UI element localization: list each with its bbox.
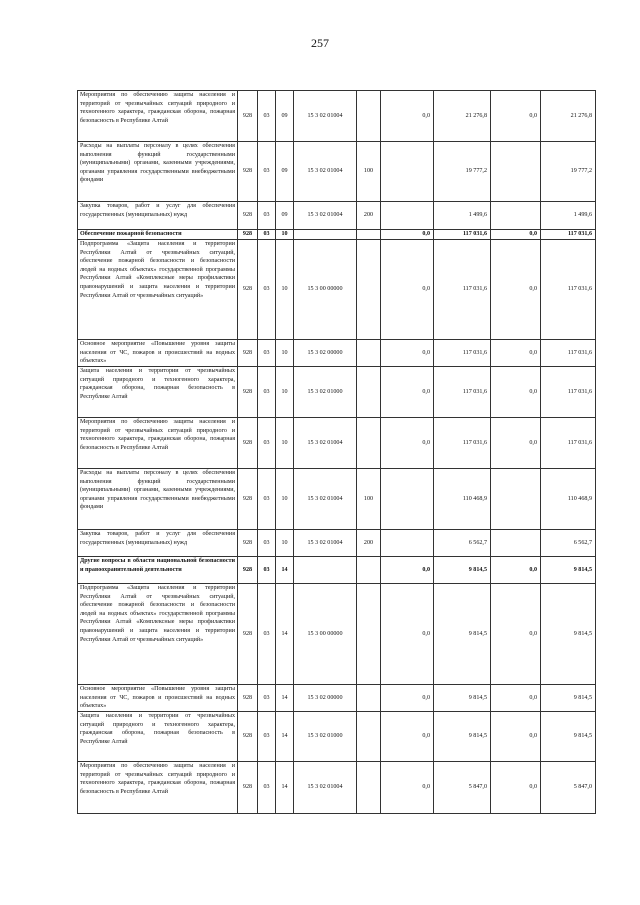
section-code: 03 <box>258 469 276 530</box>
ministry-code: 928 <box>238 685 258 712</box>
expense-type <box>357 230 381 240</box>
row-name: Защита населения и территории от чрезвычайных ситуаций природного и техногенного характера, гражданская оборона, пожарная безопасность в Республике Алтай <box>78 712 238 762</box>
expense-type <box>357 418 381 469</box>
ministry-code: 928 <box>238 230 258 240</box>
value-2: 6 562,7 <box>434 530 491 557</box>
value-1: 0,0 <box>381 584 434 685</box>
expense-type <box>357 712 381 762</box>
target-code: 15 3 02 01004 <box>294 142 357 202</box>
subsection-code: 14 <box>276 712 294 762</box>
expense-type: 100 <box>357 469 381 530</box>
value-4: 117 031,6 <box>541 230 596 240</box>
ministry-code: 928 <box>238 202 258 230</box>
value-3: 0,0 <box>491 91 541 142</box>
value-4: 21 276,8 <box>541 91 596 142</box>
value-2: 117 031,6 <box>434 367 491 418</box>
value-3: 0,0 <box>491 557 541 584</box>
value-2: 110 468,9 <box>434 469 491 530</box>
expense-type: 200 <box>357 530 381 557</box>
section-code: 03 <box>258 91 276 142</box>
row-name: Мероприятия по обеспечению защиты населения и территорий от чрезвычайных ситуаций природного и техногенного характера, гражданская оборона, пожарная безопасность в Республике Алтай <box>78 762 238 814</box>
value-2: 5 847,0 <box>434 762 491 814</box>
value-2: 9 814,5 <box>434 584 491 685</box>
expense-type <box>357 685 381 712</box>
ministry-code: 928 <box>238 469 258 530</box>
ministry-code: 928 <box>238 712 258 762</box>
ministry-code: 928 <box>238 240 258 340</box>
expense-type <box>357 762 381 814</box>
table-row <box>78 202 596 230</box>
expense-type <box>357 367 381 418</box>
value-2: 117 031,6 <box>434 418 491 469</box>
ministry-code: 928 <box>238 762 258 814</box>
value-2: 117 031,6 <box>434 240 491 340</box>
table-row <box>78 91 596 142</box>
subsection-code: 10 <box>276 418 294 469</box>
value-4: 1 499,6 <box>541 202 596 230</box>
page-number: 257 <box>311 36 329 50</box>
subsection-code: 10 <box>276 340 294 367</box>
subsection-code: 14 <box>276 762 294 814</box>
value-3 <box>491 142 541 202</box>
row-name: Основное мероприятие «Повышение уровня защиты населения от ЧС, пожаров и происшествий на водных объектах» <box>78 685 238 712</box>
expense-type <box>357 584 381 685</box>
expense-type: 100 <box>357 142 381 202</box>
value-1 <box>381 142 434 202</box>
expense-type <box>357 240 381 340</box>
value-4: 19 777,2 <box>541 142 596 202</box>
table-row <box>78 230 596 240</box>
section-code: 03 <box>258 367 276 418</box>
row-name: Обеспечение пожарной безопасности <box>78 230 238 240</box>
target-code: 15 3 02 00000 <box>294 340 357 367</box>
value-2: 19 777,2 <box>434 142 491 202</box>
row-name: Подпрограмма «Защита населения и территории Республики Алтай от чрезвычайных ситуаций, обеспечение пожарной безопасности и безопасности людей на водных объектах» государственной программы Республики Алтай «Комплексные меры профилактики правонарушений и защита населения и территории Республики Алтай от чрезвычайных ситуаций» <box>78 240 238 340</box>
value-2: 9 814,5 <box>434 712 491 762</box>
table-row <box>78 418 596 469</box>
target-code: 15 3 02 01004 <box>294 762 357 814</box>
value-4: 117 031,6 <box>541 240 596 340</box>
ministry-code: 928 <box>238 418 258 469</box>
section-code: 03 <box>258 712 276 762</box>
value-3: 0,0 <box>491 584 541 685</box>
value-4: 9 814,5 <box>541 584 596 685</box>
subsection-code: 14 <box>276 584 294 685</box>
target-code: 15 3 02 01004 <box>294 418 357 469</box>
value-3: 0,0 <box>491 685 541 712</box>
value-3: 0,0 <box>491 418 541 469</box>
subsection-code: 09 <box>276 142 294 202</box>
target-code: 15 3 00 00000 <box>294 584 357 685</box>
value-3 <box>491 202 541 230</box>
value-1: 0,0 <box>381 685 434 712</box>
ministry-code: 928 <box>238 340 258 367</box>
ministry-code: 928 <box>238 530 258 557</box>
subsection-code: 14 <box>276 557 294 584</box>
table-row <box>78 367 596 418</box>
target-code: 15 3 00 00000 <box>294 240 357 340</box>
row-name: Расходы на выплаты персоналу в целях обеспечения выполнения функций государственными (муниципальными) органами, казенными учреждениями, органами управления государственными внебюджетными фондами <box>78 142 238 202</box>
section-code: 03 <box>258 202 276 230</box>
row-name: Основное мероприятие «Повышение уровня защиты населения от ЧС, пожаров и происшествий на водных объектах» <box>78 340 238 367</box>
subsection-code: 09 <box>276 91 294 142</box>
table-row <box>78 762 596 814</box>
table-row <box>78 240 596 340</box>
value-1: 0,0 <box>381 91 434 142</box>
value-3 <box>491 469 541 530</box>
subsection-code: 14 <box>276 685 294 712</box>
target-code: 15 3 02 01004 <box>294 202 357 230</box>
target-code: 15 3 02 01004 <box>294 530 357 557</box>
row-name: Мероприятия по обеспечению защиты населения и территорий от чрезвычайных ситуаций природного и техногенного характера, гражданская оборона, пожарная безопасность в Республике Алтай <box>78 91 238 142</box>
table-row <box>78 712 596 762</box>
target-code: 15 3 02 00000 <box>294 685 357 712</box>
section-code: 03 <box>258 685 276 712</box>
target-code: 15 3 02 01000 <box>294 712 357 762</box>
value-1: 0,0 <box>381 340 434 367</box>
value-3: 0,0 <box>491 712 541 762</box>
value-4: 9 814,5 <box>541 685 596 712</box>
value-3: 0,0 <box>491 367 541 418</box>
row-name: Подпрограмма «Защита населения и территории Республики Алтай от чрезвычайных ситуаций, обеспечение пожарной безопасности и безопасности людей на водных объектах» государственной программы Республики Алтай «Комплексные меры профилактики правонарушений и защита населения и территории Республики Алтай от чрезвычайных ситуаций» <box>78 584 238 685</box>
expense-type: 200 <box>357 202 381 230</box>
ministry-code: 928 <box>238 557 258 584</box>
value-3: 0,0 <box>491 340 541 367</box>
value-4: 5 847,0 <box>541 762 596 814</box>
section-code: 03 <box>258 557 276 584</box>
section-code: 03 <box>258 418 276 469</box>
value-4: 6 562,7 <box>541 530 596 557</box>
value-1: 0,0 <box>381 418 434 469</box>
subsection-code: 10 <box>276 230 294 240</box>
table-row <box>78 340 596 367</box>
table-row <box>78 557 596 584</box>
value-1: 0,0 <box>381 240 434 340</box>
table-row <box>78 469 596 530</box>
value-1: 0,0 <box>381 367 434 418</box>
table-row <box>78 584 596 685</box>
section-code: 03 <box>258 230 276 240</box>
value-1: 0,0 <box>381 712 434 762</box>
value-3: 0,0 <box>491 230 541 240</box>
target-code: 15 3 02 01004 <box>294 91 357 142</box>
section-code: 03 <box>258 240 276 340</box>
value-1 <box>381 202 434 230</box>
table-row <box>78 142 596 202</box>
value-3 <box>491 530 541 557</box>
row-name: Закупка товаров, работ и услуг для обеспечения государственных (муниципальных) нужд <box>78 530 238 557</box>
subsection-code: 10 <box>276 367 294 418</box>
value-1: 0,0 <box>381 230 434 240</box>
value-2: 9 814,5 <box>434 557 491 584</box>
ministry-code: 928 <box>238 584 258 685</box>
value-4: 110 468,9 <box>541 469 596 530</box>
target-code: 15 3 02 01004 <box>294 469 357 530</box>
row-name: Закупка товаров, работ и услуг для обеспечения государственных (муниципальных) нужд <box>78 202 238 230</box>
target-code <box>294 557 357 584</box>
value-3: 0,0 <box>491 240 541 340</box>
target-code <box>294 230 357 240</box>
target-code: 15 3 02 01000 <box>294 367 357 418</box>
section-code: 03 <box>258 762 276 814</box>
value-1 <box>381 469 434 530</box>
expense-type <box>357 91 381 142</box>
section-code: 03 <box>258 142 276 202</box>
ministry-code: 928 <box>238 367 258 418</box>
value-1: 0,0 <box>381 762 434 814</box>
value-4: 9 814,5 <box>541 557 596 584</box>
value-4: 117 031,6 <box>541 367 596 418</box>
expense-type <box>357 557 381 584</box>
section-code: 03 <box>258 584 276 685</box>
budget-table <box>77 90 596 814</box>
subsection-code: 10 <box>276 240 294 340</box>
table-body <box>78 91 596 814</box>
value-4: 117 031,6 <box>541 340 596 367</box>
value-1 <box>381 530 434 557</box>
subsection-code: 09 <box>276 202 294 230</box>
table-row <box>78 685 596 712</box>
row-name: Расходы на выплаты персоналу в целях обеспечения выполнения функций государственными (муниципальными) органами, казенными учреждениями, органами управления государственными внебюджетными фондами <box>78 469 238 530</box>
row-name: Защита населения и территории от чрезвычайных ситуаций природного и техногенного характера, гражданская оборона, пожарная безопасность в Республике Алтай <box>78 367 238 418</box>
row-name: Другие вопросы в области национальной безопасности и правоохранительной деятельности <box>78 557 238 584</box>
value-2: 117 031,6 <box>434 340 491 367</box>
table-row <box>78 530 596 557</box>
ministry-code: 928 <box>238 142 258 202</box>
value-3: 0,0 <box>491 762 541 814</box>
section-code: 03 <box>258 530 276 557</box>
value-2: 9 814,5 <box>434 685 491 712</box>
subsection-code: 10 <box>276 469 294 530</box>
subsection-code: 10 <box>276 530 294 557</box>
row-name: Мероприятия по обеспечению защиты населения и территорий от чрезвычайных ситуаций природного и техногенного характера, гражданская оборона, пожарная безопасность в Республике Алтай <box>78 418 238 469</box>
expense-type <box>357 340 381 367</box>
value-1: 0,0 <box>381 557 434 584</box>
value-2: 21 276,8 <box>434 91 491 142</box>
value-4: 9 814,5 <box>541 712 596 762</box>
section-code: 03 <box>258 340 276 367</box>
value-2: 117 031,6 <box>434 230 491 240</box>
ministry-code: 928 <box>238 91 258 142</box>
value-2: 1 499,6 <box>434 202 491 230</box>
value-4: 117 031,6 <box>541 418 596 469</box>
